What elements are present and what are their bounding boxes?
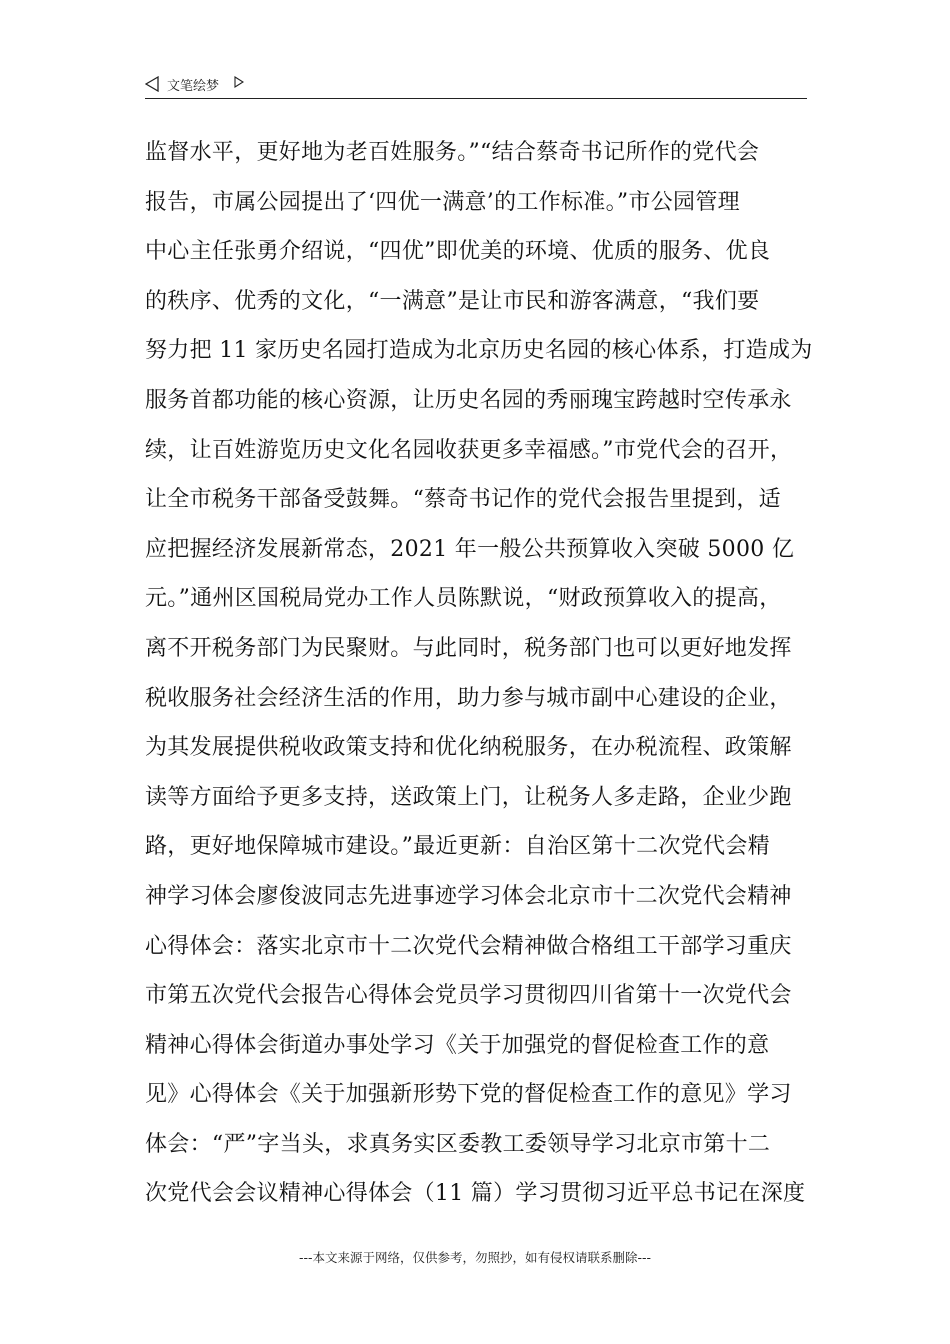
page-header — [145, 72, 807, 99]
header-title: 文笔绘梦 — [167, 79, 220, 94]
triangle-right-icon — [234, 76, 244, 88]
body-text-line: 为其发展提供税收政策支持和优化纳税服务，在办税流程、政策解 — [145, 735, 792, 761]
body-text-line: 努力把 11 家历史名园打造成为北京历史名园的核心体系，打造成为 — [145, 338, 813, 364]
body-text-line: 路，更好地保障城市建设。”最近更新：自治区第十二次党代会精 — [145, 834, 770, 860]
body-text-line: 读等方面给予更多支持，送政策上门，让税务人多走路，企业少跑 — [145, 784, 792, 810]
body-text-line: 元。”通州区国税局党办工作人员陈默说，“财政预算收入的提高， — [145, 586, 782, 612]
body-text-line: 精神心得体会街道办事处学习《关于加强党的督促检查工作的意 — [145, 1032, 770, 1058]
body-text-line: 中心主任张勇介绍说，“四优”即优美的环境、优质的服务、优良 — [145, 239, 771, 265]
body-text-line: 市第五次党代会报告心得体会党员学习贯彻四川省第十一次党代会 — [145, 983, 792, 1009]
body-text-line: 税收服务社会经济生活的作用，助力参与城市副中心建设的企业， — [145, 685, 792, 711]
footer-disclaimer: ---本文来源于网络，仅供参考，勿照抄，如有侵权请联系删除--- — [298, 1250, 652, 1265]
body-text-line: 神学习体会廖俊波同志先进事迹学习体会北京市十二次党代会精神 — [145, 883, 792, 909]
triangle-left-icon — [145, 76, 159, 92]
body-text-line: 续，让百姓游览历史文化名园收获更多幸福感。”市党代会的召开， — [145, 437, 793, 463]
body-text-line: 的秩序、优秀的文化，“一满意”是让市民和游客满意，“我们要 — [145, 288, 760, 314]
body-text-line: 离不开税务部门为民聚财。与此同时，税务部门也可以更好地发挥 — [145, 635, 792, 661]
body-text-line: 见》心得体会《关于加强新形势下党的督促检查工作的意见》学习 — [145, 1082, 792, 1108]
body-text-line: 服务首都功能的核心资源，让历史名园的秀丽瑰宝跨越时空传承永 — [145, 387, 792, 413]
body-text-line: 报告，市属公园提出了‘四优一满意’的工作标准。”市公园管理 — [145, 189, 740, 215]
body-text-line: 体会：“严”字当头，求真务实区委教工委领导学习北京市第十二 — [145, 1131, 771, 1157]
body-text-line: 次党代会会议精神心得体会（11 篇）学习贯彻习近平总书记在深度 — [145, 1181, 806, 1207]
body-text-line: 监督水平，更好地为老百姓服务。”“结合蔡奇书记所作的党代会 — [145, 140, 760, 165]
document-body — [145, 128, 817, 1219]
body-text-line: 心得体会：落实北京市十二次党代会精神做合格组工干部学习重庆 — [145, 933, 792, 959]
body-text-line: 让全市税务干部备受鼓舞。“蔡奇书记作的党代会报告里提到，适 — [145, 487, 781, 513]
body-text-line: 应把握经济发展新常态，2021 年一般公共预算收入突破 5000 亿 — [145, 536, 795, 562]
